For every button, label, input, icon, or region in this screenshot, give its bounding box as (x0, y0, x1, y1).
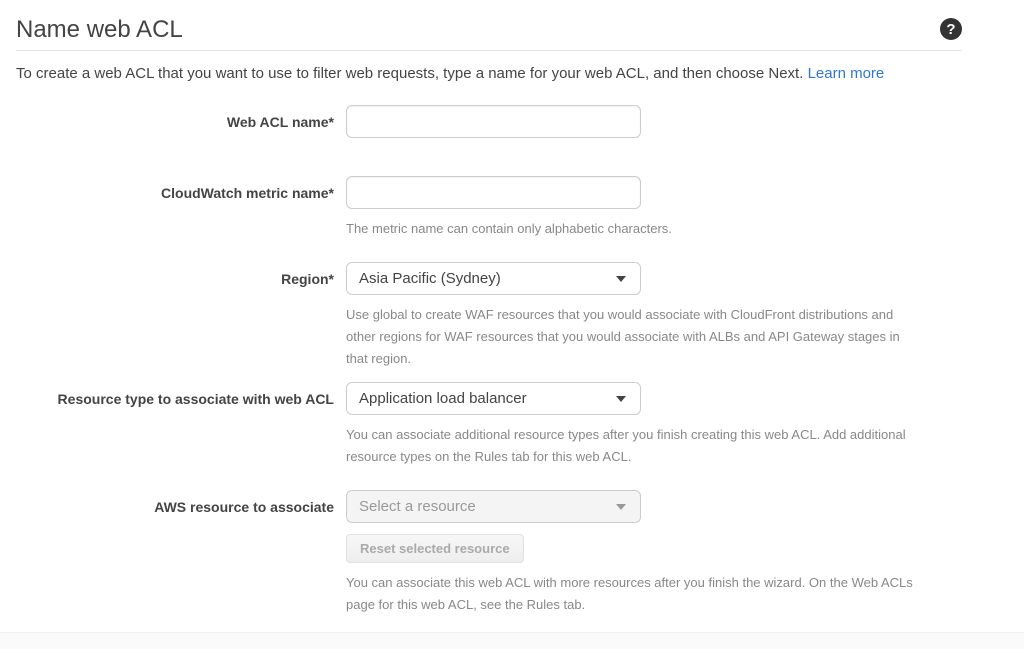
field-row-resource-type (16, 382, 962, 468)
resource-type-label: Resource type to associate with web ACL (57, 391, 334, 407)
intro-text (16, 64, 962, 84)
field-row-aws-resource (16, 490, 962, 616)
aws-resource-placeholder: Select a resource (359, 498, 476, 515)
web-acl-form (16, 105, 962, 616)
field-row-cloudwatch-metric-name (16, 176, 962, 240)
field-row-region (16, 262, 962, 370)
intro-sentence: To create a web ACL that you want to use to filter web requests, type a name for your web ACL, and then choose Next. (16, 65, 804, 82)
cloudwatch-metric-helper-text: The metric name can contain only alphabetic characters. (346, 221, 672, 236)
cloudwatch-metric-name-label: CloudWatch metric name* (161, 185, 334, 201)
header-divider (16, 50, 962, 51)
chevron-down-icon (616, 504, 626, 510)
web-acl-name-label: Web ACL name* (226, 114, 334, 130)
region-selected-value: Asia Pacific (Sydney) (359, 270, 501, 287)
aws-resource-label: AWS resource to associate (154, 499, 334, 515)
footer-bar (0, 632, 1024, 649)
chevron-down-icon (616, 276, 626, 282)
help-icon[interactable]: ? (940, 18, 962, 40)
resource-type-selected-value: Application load balancer (359, 390, 527, 407)
chevron-down-icon (616, 396, 626, 402)
aws-resource-helper-text: You can associate this web ACL with more resources after you finish the wizard. On the Web ACLs page for this web ACL, see the Rules tab. (346, 575, 913, 612)
learn-more-link[interactable]: Learn more (807, 65, 885, 82)
field-row-web-acl-name (16, 105, 962, 138)
web-acl-name-input[interactable] (346, 105, 641, 138)
cloudwatch-metric-name-input[interactable] (346, 176, 641, 209)
panel-header (16, 0, 962, 44)
resource-type-helper-text: You can associate additional resource types after you finish creating this web ACL. Add additional resource types on the Rules tab for this web ACL. (346, 427, 906, 464)
region-helper-text: Use global to create WAF resources that you would associate with CloudFront distributions and other regions for WAF resources that you would associate with ALBs and API Gateway stages in that region. (346, 307, 900, 366)
page-title: Name web ACL (16, 16, 183, 43)
resource-type-select[interactable] (346, 382, 641, 415)
region-label: Region* (281, 271, 334, 287)
aws-resource-select[interactable] (346, 490, 641, 523)
reset-selected-resource-button[interactable]: Reset selected resource (346, 534, 524, 563)
region-select[interactable] (346, 262, 641, 295)
